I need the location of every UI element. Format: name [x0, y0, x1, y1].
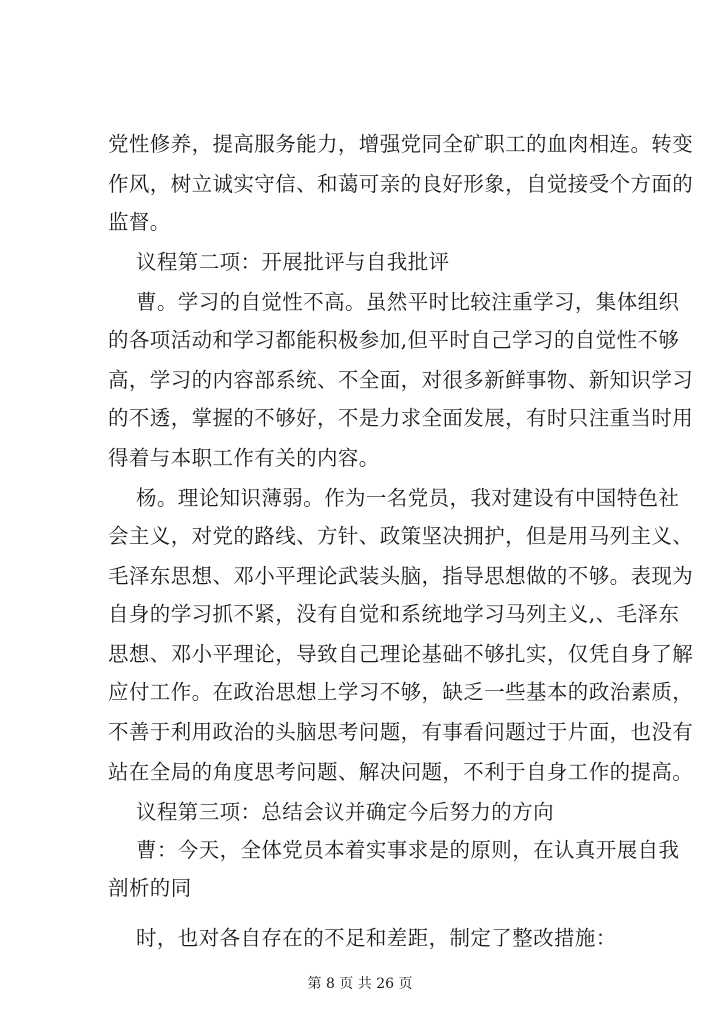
text-line: 毛泽东思想、邓小平理论武装头脑，指导思想做的不够。表现为 [108, 564, 694, 588]
text-line: 党性修养，提高服务能力，增强党同全矿职工的血肉相连。转变 [108, 132, 694, 156]
text-line: 作风，树立诚实守信、和蔼可亲的良好形象，自觉接受个方面的 [108, 172, 694, 196]
paragraph-start: 曹：今天，全体党员本着实事求是的原则，在认真开展自我 [136, 838, 680, 862]
paragraph-start: 曹。学习的自觉性不高。虽然平时比较注重学习，集体组织 [136, 290, 680, 314]
text-line: 会主义，对党的路线、方针、政策坚决拥护，但是用马列主义、 [108, 524, 694, 548]
text-line: 的不透，掌握的不够好，不是力求全面发展，有时只注重当时用 [108, 406, 694, 430]
text-line: 不善于利用政治的头脑思考问题，有事看问题过于片面，也没有 [108, 720, 694, 744]
text-line: 自身的学习抓不紧，没有自觉和系统地学习马列主义,、毛泽东 [108, 602, 680, 626]
text-line: 监督。 [108, 210, 171, 234]
agenda-item-heading: 议程第三项：总结会议并确定今后努力的方向 [136, 800, 554, 824]
page-number-footer: 第 8 页 共 26 页 [307, 976, 413, 992]
text-line: 站在全局的角度思考问题、解决问题，不利于自身工作的提高。 [108, 760, 694, 784]
paragraph-start: 杨。理论知识薄弱。作为一名党员，我对建设有中国特色社 [136, 486, 680, 510]
text-line: 高，学习的内容部系统、不全面，对很多新鲜事物、新知识学习 [108, 368, 694, 392]
text-line: 得着与本职工作有关的内容。 [108, 446, 380, 470]
agenda-item-heading: 议程第二项：开展批评与自我批评 [136, 250, 450, 274]
text-line: 剖析的同 [108, 876, 192, 900]
text-line: 的各项活动和学习都能积极参加,但平时自己学习的自觉性不够 [108, 328, 680, 352]
paragraph-start: 时，也对各自存在的不足和差距，制定了整改措施： [136, 926, 617, 950]
text-line: 思想、邓小平理论，导致自己理论基础不够扎实，仅凭自身了解 [108, 642, 694, 666]
text-line: 应付工作。在政治思想上学习不够，缺乏一些基本的政治素质， [108, 680, 694, 704]
